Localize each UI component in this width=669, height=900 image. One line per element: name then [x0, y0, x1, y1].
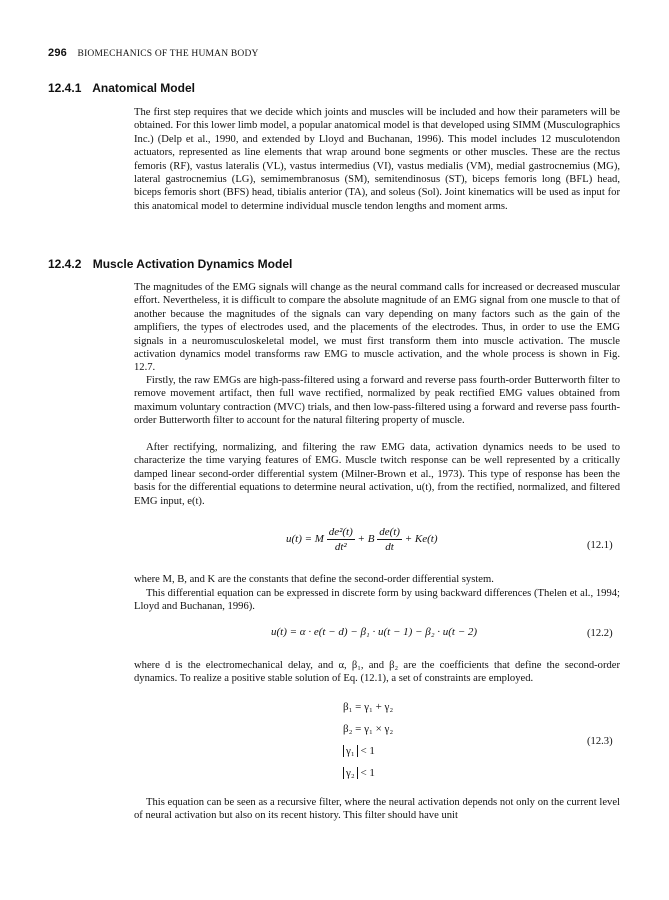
paragraph: After rectifying, normalizing, and filtering the raw EMG data, activation dynamics needs to be used to characterize the time varying features of EMG. Muscle twitch response can be well represented by a critically damped linear second-order differential system (Milner-Brown et al., 1973). This type of response has been the basis for the differential equations to determine neural activation, u(t), from the rectified, normalized, and filtered EMG input, e(t).: [134, 442, 620, 507]
eq1-frac2-numerator: de(t): [379, 526, 400, 538]
equation-number: (12.3): [587, 736, 613, 747]
eq1-frac2-denominator: dt: [385, 541, 394, 553]
eq1-fraction-1: [327, 526, 355, 553]
constraint-rest: < 1: [357, 745, 375, 757]
equation-12-2: u(t) = α · e(t − d) − β₁ · u(t − 1) − β₂ · u(t − 2): [271, 626, 478, 638]
eq1-fraction-2: [377, 526, 402, 553]
paragraph: The first step requires that we decide which joints and muscles will be included and how their parameters will be obtained. For this lower limb model, a popular anatomical model is that developed using SIMM (Musculographics Inc.) (Delp et al., 1990, and extended by Lloyd and Buchanan, 1996). This model includes 12 musculotendon actuators, represented as line elements that wrap around bone segments or other muscles. These are the rectus femoris (RF), vastus lateralis (VL), vastus intermedius (VI), vastus medialis (VM), medial gastrocnemius (MG), lateral gastrocnemius (LG), semimembranosus (SM), semitendinosus (ST), biceps femoris long (BFL) head, biceps femoris short (BFS) head, tibialis anterior (TA), and soleus (Sol). Joint kinematics will be used as input for this anatomical model to determine individual muscle tendon lengths and moment arms.: [134, 107, 620, 212]
equation-number: (12.1): [587, 540, 613, 551]
section-number: 12.4.2: [48, 257, 82, 271]
paragraph: where d is the electromechanical delay, and α, β₁, and β₂ are the coefficients that define the second-order dynamics. To realize a positive stable solution of Eq. (12.1), a set of constraints are employed.: [134, 660, 620, 685]
running-header: [48, 47, 259, 59]
eq1-mid: + B: [357, 533, 375, 546]
abs-value: γ₂: [343, 767, 358, 779]
section-heading-anatomical-model: [48, 81, 195, 95]
equation-12-3: [343, 696, 393, 784]
paragraph: where M, B, and K are the constants that define the second-order differential system.: [134, 574, 494, 585]
paragraph: This differential equation can be expressed in discrete form by using backward differences (Thelen et al., 1994; Lloyd and Buchanan, 1996).: [134, 588, 620, 613]
paragraph: This equation can be seen as a recursive filter, where the neural activation depends not only on the current level of neural activation but also on its recent history. This filter should have unit: [134, 797, 620, 822]
constraint-rest: < 1: [357, 767, 375, 779]
abs-value: γ₁: [343, 745, 358, 757]
constraint-line: β₂ = γ₁ × γ₂: [343, 723, 394, 735]
eq1-lhs: u(t) = M: [286, 533, 324, 546]
eq1-rhs: + Ke(t): [404, 533, 438, 546]
equation-number: (12.2): [587, 628, 613, 639]
eq1-frac1-numerator: de²(t): [328, 526, 353, 538]
section-number: 12.4.1: [48, 81, 82, 95]
constraint-line: β₁ = γ₁ + γ₂: [343, 701, 394, 713]
eq1-frac1-denominator: dt²: [334, 541, 347, 553]
constraint-line: [343, 740, 393, 762]
equation-12-1: [286, 526, 437, 553]
paragraph: Firstly, the raw EMGs are high-pass-filtered using a forward and reverse pass fourth-order Butterworth filter to remove movement artifact, then full wave rectified, normalized by peak rectified EMG values obtained from maximum voluntary contraction (MVC) trials, and then low-pass-filtered using a forward and reverse pass fourth-order Butterworth filter to account for the natural filtering property of muscle.: [134, 375, 620, 427]
section-title: Muscle Activation Dynamics Model: [92, 257, 293, 271]
section-title: Anatomical Model: [92, 81, 195, 95]
page-number: 296: [48, 47, 67, 59]
section-heading-muscle-activation: [48, 257, 292, 271]
running-title: BIOMECHANICS OF THE HUMAN BODY: [77, 49, 259, 59]
constraint-line: [343, 762, 393, 784]
paragraph: The magnitudes of the EMG signals will change as the neural command calls for increased or decreased muscular effort. Nevertheless, it is difficult to compare the absolute magnitude of an EMG signal from one muscle to that of another because the magnitudes of the signals can vary depending on many factors such as the gain of the amplifiers, the types of electrodes used, and the placements of the electrodes. Thus, in order to use the EMG signals in a neuromusculoskeletal model, we must first transform them into muscle activation. The muscle activation dynamics model transforms raw EMG to muscle activation, and the whole process is shown in Fig. 12.7.: [134, 282, 620, 374]
